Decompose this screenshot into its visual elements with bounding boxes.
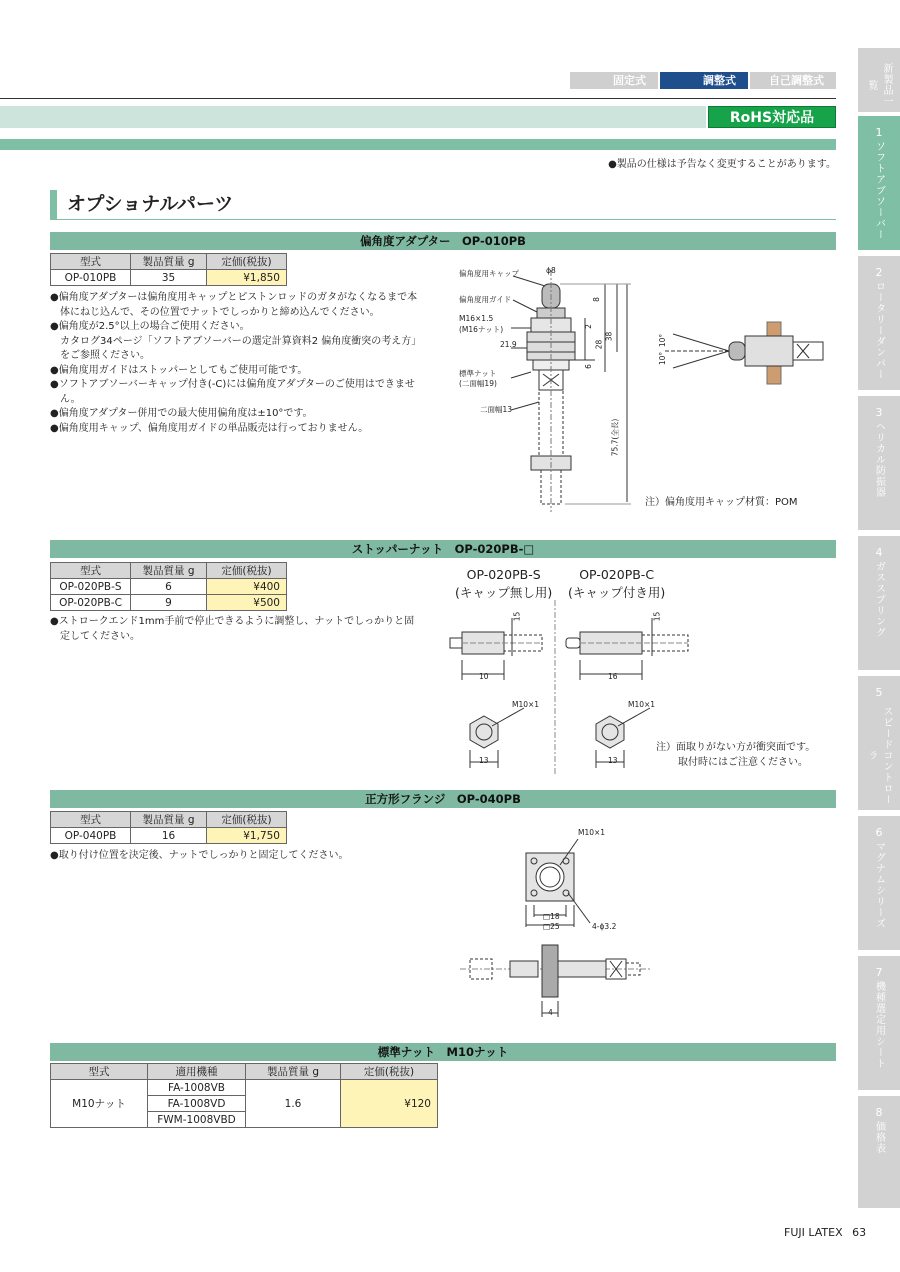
- note-item: ●偏角度アダプター併用での最大使用偏角度は±10°です。: [50, 408, 313, 419]
- cell-model: OP-010PB: [51, 270, 131, 286]
- side-tab-number: 3: [875, 406, 883, 419]
- header-rule: [0, 98, 836, 99]
- cell-machine: FWM-1008VBD: [148, 1112, 246, 1128]
- material-note: 注）偏角度用キャップ材質：POM: [645, 497, 798, 508]
- notes-op010pb: [50, 291, 425, 436]
- table-row: [51, 579, 287, 595]
- dim-s-10: 10: [479, 672, 489, 681]
- side-tab-magnum[interactable]: [858, 816, 900, 950]
- cell-mass: 6: [131, 579, 207, 595]
- cell-price: ¥500: [207, 595, 287, 611]
- header-mass: 製品質量 g: [131, 812, 207, 828]
- dim-flange-holes: 4-ϕ3.2: [592, 922, 617, 931]
- side-tab-number: 8: [875, 1106, 883, 1119]
- note-item: ●偏角度アダプターは偏角度用キャップとピストンロッドのガタがなくなるまで本体にねじ込んで、その位置でナットでしっかりと締め込んでください。: [50, 292, 418, 318]
- dim-angle-a: 10°: [658, 333, 668, 348]
- header-price: 定価(税抜): [207, 563, 287, 579]
- label-m16-nut: (M16ナット): [459, 325, 504, 334]
- header-mass: 製品質量 g: [246, 1064, 341, 1080]
- header-machines: 適用機種: [148, 1064, 246, 1080]
- note-item: ●偏角度が2.5°以上の場合ご使用ください。: [50, 321, 250, 332]
- dim-flange-18: □18: [543, 912, 560, 921]
- side-tab-label: 新製品一覧: [866, 63, 892, 107]
- flange-drawing: [460, 835, 660, 1020]
- spec-notice: ●製品の仕様は予告なく変更することがあります。: [608, 159, 836, 170]
- notes-op020pb: [50, 615, 415, 644]
- dim-8: 8: [591, 297, 601, 302]
- cell-mass: 9: [131, 595, 207, 611]
- variant-s-title: [455, 566, 552, 602]
- section-header-op020pb: ストッパーナット OP-020PB-□: [50, 540, 836, 558]
- dim-flange-25: □25: [543, 922, 560, 931]
- notes-op040pb: [50, 849, 410, 864]
- side-tab-price[interactable]: [858, 1096, 900, 1208]
- variant-c-model: OP-020PB-C: [579, 567, 655, 582]
- rohs-band: [0, 106, 706, 128]
- header-price: 定価(税抜): [341, 1064, 438, 1080]
- side-tab-label: 機種選定用シート: [873, 981, 885, 1069]
- side-tab-rotary[interactable]: [858, 256, 900, 390]
- spec-table-m10nut: [50, 1063, 438, 1128]
- header-mass: 製品質量 g: [131, 563, 207, 579]
- cell-model: OP-020PB-C: [51, 595, 131, 611]
- section-header-op040pb: 正方形フランジ OP-040PB: [50, 790, 836, 808]
- label-cap: 偏角度用キャップ: [459, 269, 519, 278]
- header-price: 定価(税抜): [207, 254, 287, 270]
- dim-6: 6: [583, 364, 593, 369]
- footer-brand: FUJI LATEX: [784, 1226, 843, 1239]
- side-tab-number: 7: [875, 966, 883, 979]
- dim-28: 28: [594, 339, 604, 350]
- side-tab-number: 5: [875, 686, 883, 699]
- header-model: 型式: [51, 563, 131, 579]
- cell-price: ¥120: [341, 1080, 438, 1128]
- note-item: ●ソフトアブソーバーキャップ付き(-C)には偏角度アダプターのご使用はできません。: [50, 379, 415, 405]
- note-item: ●ストロークエンド1mm手前で停止できるように調整し、ナットでしっかりと固定してください。: [50, 616, 415, 642]
- dim-c-16: 16: [608, 672, 618, 681]
- spec-table-op040pb: [50, 811, 287, 844]
- cell-price: ¥1,850: [207, 270, 287, 286]
- dim-flange-4: 4: [548, 1008, 553, 1017]
- side-tab-number: 2: [875, 266, 883, 279]
- side-tab-number: 6: [875, 826, 883, 839]
- cell-model: M10ナット: [51, 1080, 148, 1128]
- side-tab-helical[interactable]: [858, 396, 900, 530]
- dim-c-13: 13: [608, 756, 618, 765]
- tab-self-adjusting: 自己調整式: [750, 72, 836, 89]
- side-tab-absorber[interactable]: [858, 116, 900, 250]
- cell-model: OP-040PB: [51, 828, 131, 844]
- section-header-m10nut: 標準ナット M10ナット: [50, 1043, 836, 1061]
- caution-line: 取付時にはご注意ください。: [678, 757, 808, 768]
- variant-s-desc: (キャップ無し用): [455, 585, 553, 600]
- note-item: ●取り付け位置を決定後、ナットでしっかりと固定してください。: [50, 850, 349, 861]
- dim-s-13: 13: [479, 756, 489, 765]
- cell-mass: 35: [131, 270, 207, 286]
- variant-s-model: OP-020PB-S: [466, 567, 541, 582]
- side-tab-selection[interactable]: [858, 956, 900, 1090]
- table-row: [51, 595, 287, 611]
- side-tab-number: 4: [875, 546, 883, 559]
- rohs-badge: RoHS対応品: [708, 106, 836, 128]
- header-model: 型式: [51, 812, 131, 828]
- cell-price: ¥400: [207, 579, 287, 595]
- dim-2: 2: [583, 324, 593, 329]
- adapter-drawing: [455, 262, 835, 512]
- side-tab-number: 1: [875, 126, 883, 139]
- dim-38: 38: [604, 331, 614, 342]
- caution-line: 注）面取りがない方が衝突面です。: [656, 742, 816, 753]
- header-model: 型式: [51, 1064, 148, 1080]
- page-number: 63: [852, 1226, 867, 1239]
- footer: [784, 1226, 866, 1239]
- label-std-nut: 標準ナット: [459, 369, 497, 378]
- side-tab-speed[interactable]: [858, 676, 900, 810]
- dim-21-9: 21.9: [500, 340, 517, 349]
- dim-total: 75.7(全長): [610, 418, 620, 457]
- note-item: ●偏角度用キャップ、偏角度用ガイドの単品販売は行っておりません。: [50, 422, 369, 434]
- side-tab-label: 価格表: [873, 1121, 885, 1154]
- cell-machine: FA-1008VB: [148, 1080, 246, 1096]
- label-guide: 偏角度用ガイド: [459, 295, 512, 304]
- header-price: 定価(税抜): [207, 812, 287, 828]
- side-tab-label: ソフトアブソーバー: [873, 141, 885, 240]
- side-tab-label: ガススプリング: [873, 561, 885, 638]
- label-thread: M16×1.5: [459, 314, 494, 323]
- dim-s-thread: M10×1: [512, 700, 540, 709]
- tab-fixed: 固定式: [570, 72, 658, 89]
- header-model: 型式: [51, 254, 131, 270]
- section-header-op010pb: 偏角度アダプター OP-010PB: [50, 232, 836, 250]
- page-title: オプショナルパーツ: [50, 190, 233, 220]
- cell-price: ¥1,750: [207, 828, 287, 844]
- caution-note: [656, 740, 815, 770]
- dim-angle-b: 10°: [658, 351, 668, 366]
- table-row: [51, 270, 287, 286]
- dim-flange-thread: M10×1: [578, 828, 606, 837]
- tab-adjustable: 調整式: [660, 72, 748, 89]
- cell-machine: FA-1008VD: [148, 1096, 246, 1112]
- variant-c-title: [568, 566, 665, 602]
- dim-c-thread: M10×1: [628, 700, 656, 709]
- table-row: [51, 1080, 438, 1096]
- header-mass: 製品質量 g: [131, 254, 207, 270]
- side-tab-label: ヘリカル防振器: [873, 421, 885, 498]
- cell-model: OP-020PB-S: [51, 579, 131, 595]
- variant-c-desc: (キャップ付き用): [568, 585, 666, 600]
- side-tab-label: スピードコントローラ: [866, 706, 892, 805]
- side-tab-label: マグナムシリーズ: [873, 841, 885, 929]
- side-tab-label: ロータリーダンパー: [873, 281, 885, 380]
- table-row: [51, 828, 287, 844]
- cell-mass: 16: [131, 828, 207, 844]
- dim-s-15: 15: [512, 611, 522, 622]
- side-tab-gas[interactable]: [858, 536, 900, 670]
- label-width13: 二面幅13: [480, 405, 513, 414]
- side-tab-new[interactable]: [858, 48, 900, 112]
- title-rule: [50, 219, 836, 220]
- note-item: ●偏角度用ガイドはストッパーとしてもご使用可能です。: [50, 364, 308, 376]
- label-width19: (二面幅19): [459, 379, 497, 388]
- spec-table-op020pb: [50, 562, 287, 611]
- dim-phi8: ϕ8: [546, 266, 556, 275]
- dim-c-15: 15: [652, 611, 662, 622]
- spec-table-op010pb: [50, 253, 287, 286]
- note-item: カタログ34ページ「ソフトアブソーバーの選定計算資料2 偏角度衝突の考え方」をご参照ください。: [60, 335, 422, 361]
- green-band: [0, 139, 836, 150]
- cell-mass: 1.6: [246, 1080, 341, 1128]
